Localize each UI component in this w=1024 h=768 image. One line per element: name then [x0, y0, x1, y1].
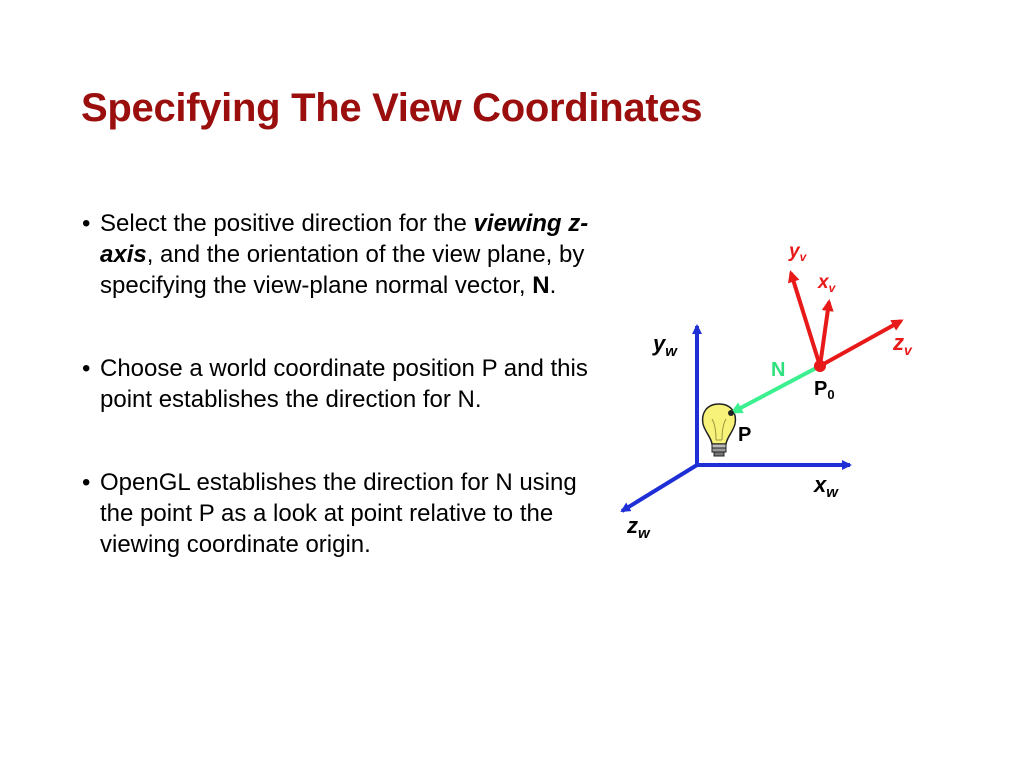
label-p0-sub: 0 [827, 387, 835, 402]
bullet-dot: • [82, 210, 91, 237]
label-n: N [771, 359, 786, 381]
label-xv-main: x [818, 272, 829, 293]
label-xv-sub: v [828, 281, 836, 295]
view-axes [791, 273, 901, 372]
view-x-axis [820, 302, 829, 366]
bullet-dot: • [82, 469, 91, 496]
bullet-emphasis-viewing-z-axis: viewing z-axis [100, 210, 589, 268]
bullet-text: , and the orientation of the view plane, by specifying the view-plane normal vector, [100, 241, 585, 299]
label-xw-main: x [814, 472, 827, 497]
label-zw [626, 513, 651, 542]
view-z-axis [820, 321, 901, 366]
view-y-axis [791, 273, 820, 366]
label-zw-main: z [627, 513, 638, 538]
label-yw [652, 331, 678, 360]
view-origin-p0-marker [814, 360, 826, 372]
label-xv [817, 272, 837, 295]
label-xw [813, 472, 839, 501]
bullet-text: Choose a world coordinate position P and this point establishes the direction for N. [100, 355, 588, 413]
label-p: P [738, 424, 752, 446]
label-yv-main: y [789, 241, 800, 262]
label-yw-sub: w [665, 343, 677, 360]
world-z-axis [622, 465, 697, 511]
bullet-text: Select the positive direction for the [100, 210, 474, 237]
bullet-dot: • [82, 355, 91, 382]
bullet-strong-n: N [532, 272, 550, 299]
label-zv-main: z [893, 330, 904, 355]
label-yw-main: y [653, 331, 666, 356]
label-zv-sub: v [904, 342, 912, 358]
label-zv [892, 330, 913, 358]
label-yv-sub: v [799, 250, 807, 264]
label-p0 [814, 378, 835, 402]
point-p-marker [728, 410, 734, 416]
label-yv [788, 241, 808, 264]
slide-title: Specifying The View Coordinates [81, 86, 703, 130]
label-p0-main: P [814, 378, 828, 400]
bullet-text: . [549, 272, 557, 299]
bullet-text: OpenGL establishes the direction for N using the point P as a look at point relative to the viewing coordinate origin. [100, 469, 577, 558]
label-xw-sub: w [826, 484, 838, 501]
label-zw-sub: w [638, 525, 650, 542]
